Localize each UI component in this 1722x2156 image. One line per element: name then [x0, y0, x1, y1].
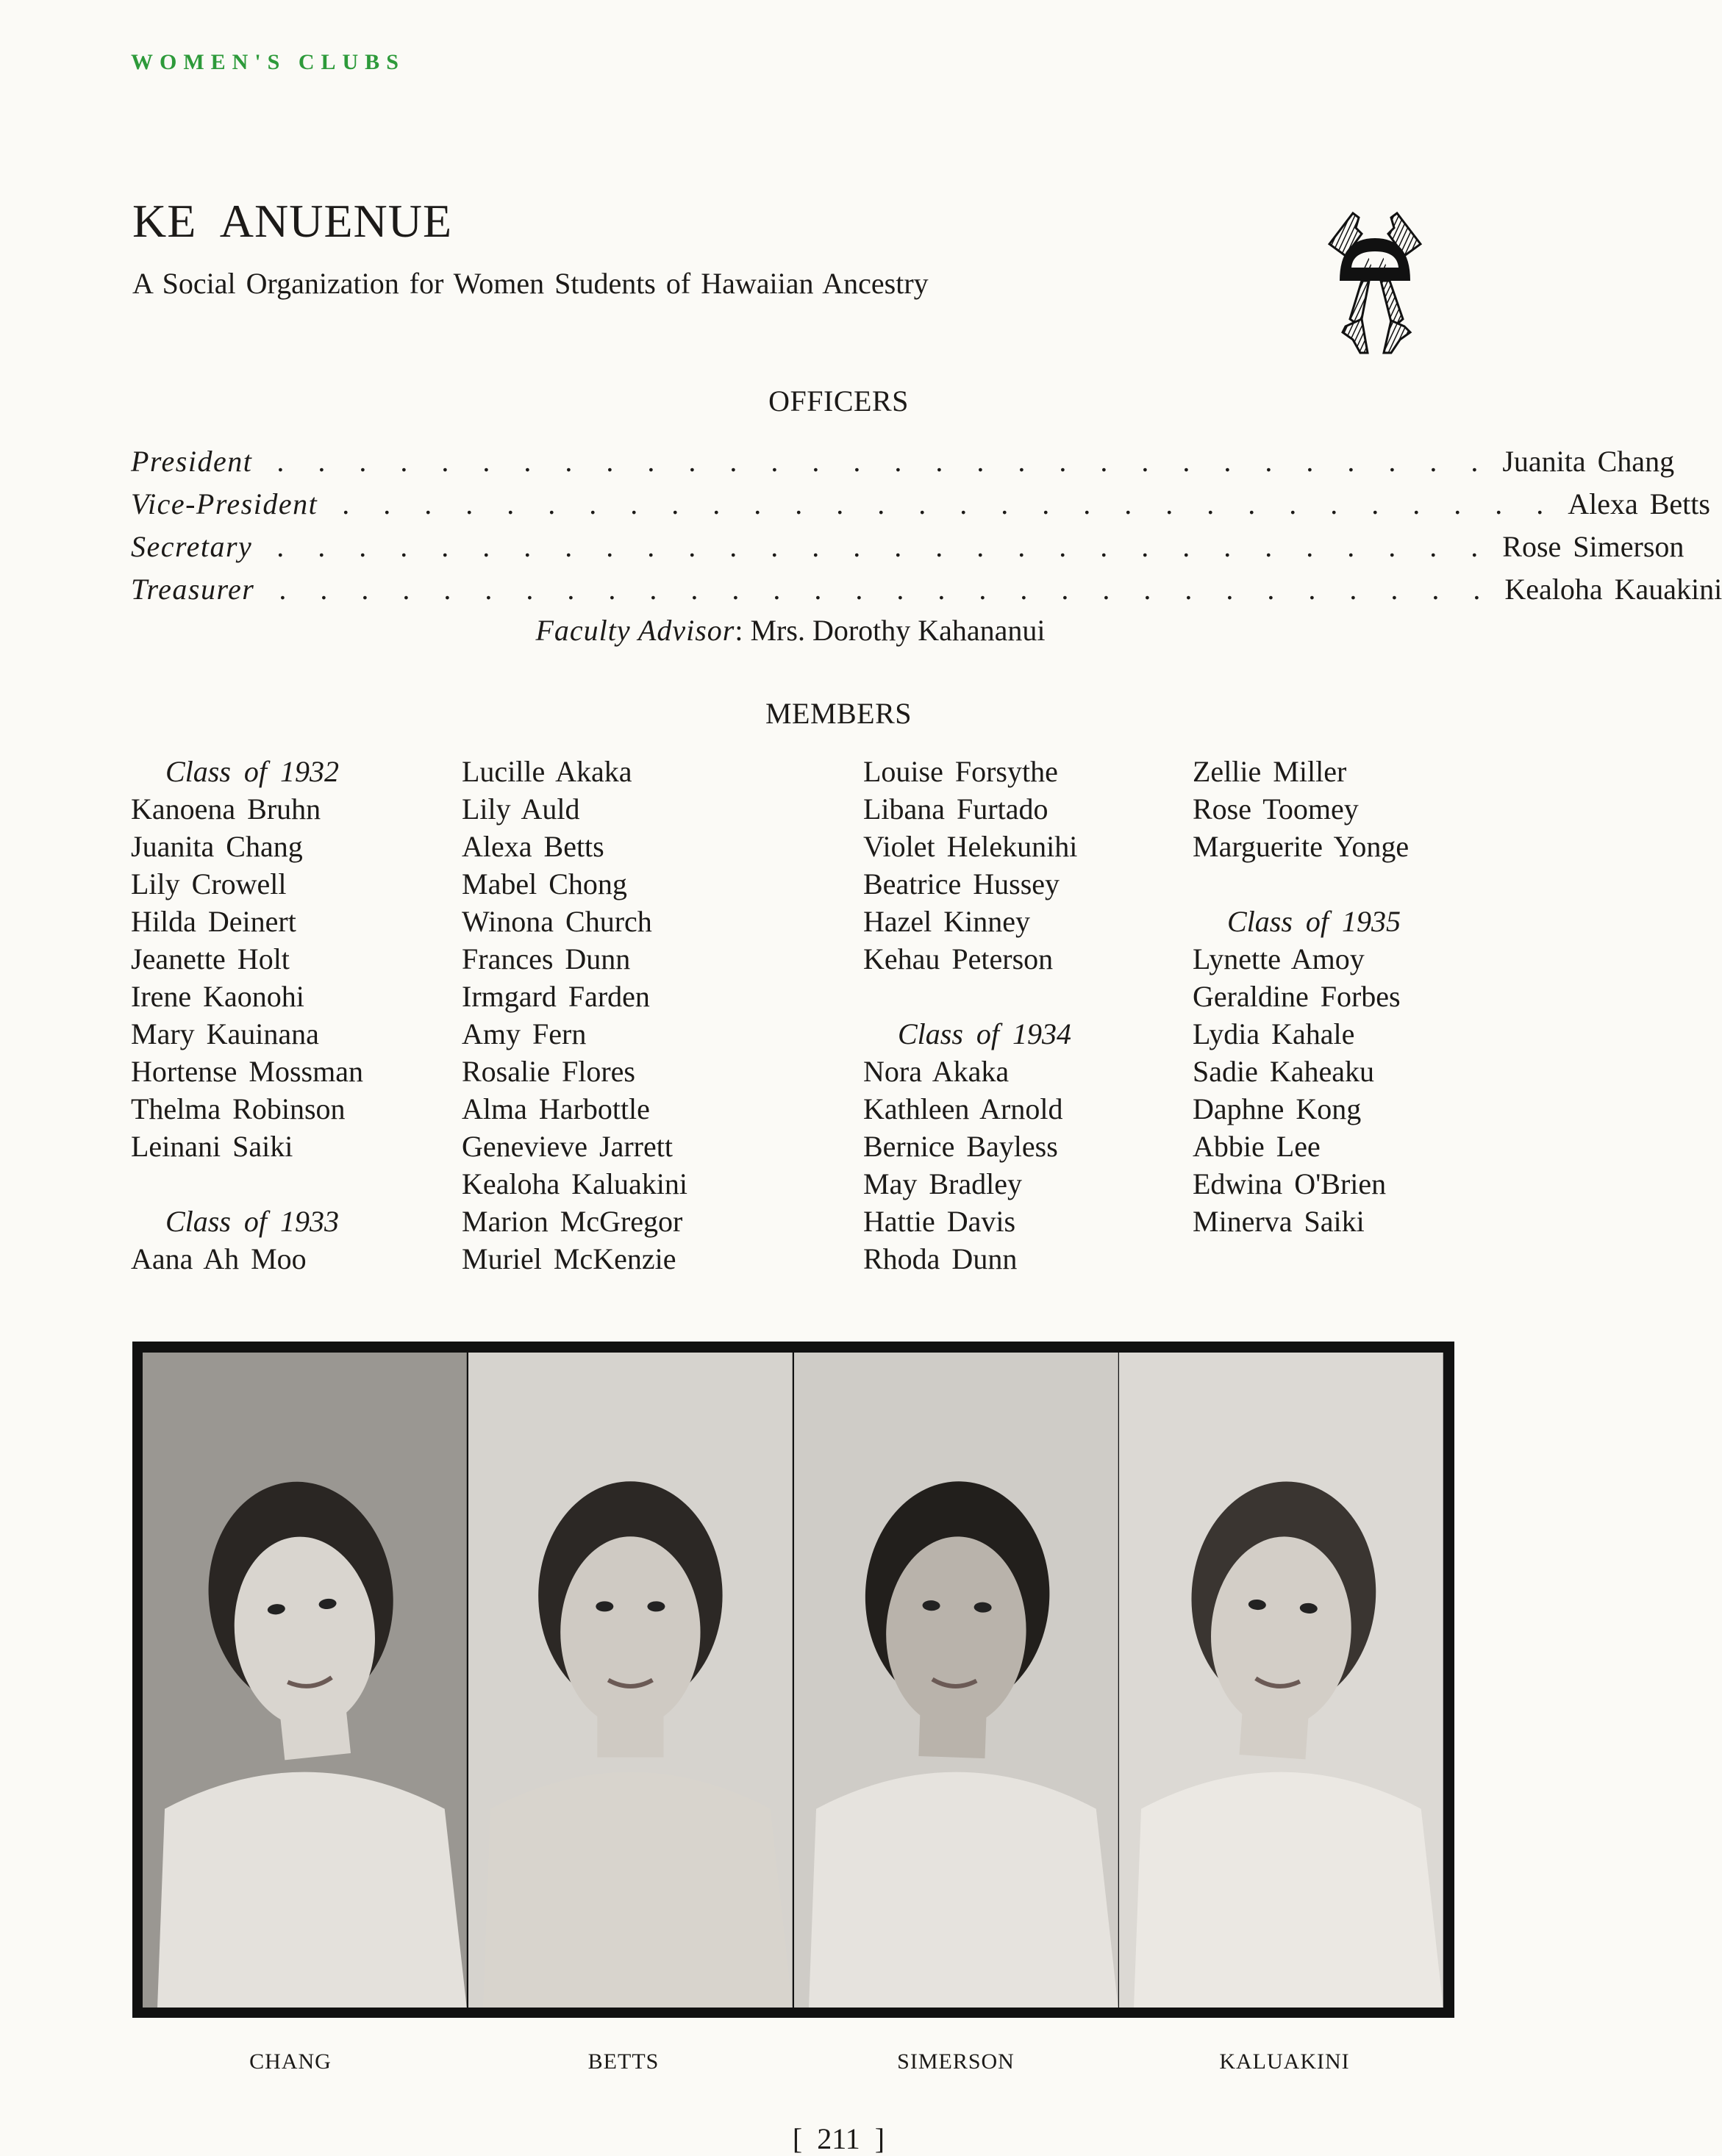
spacer: [863, 978, 1077, 1015]
leader-dot: .: [1429, 445, 1437, 478]
leader-dot: .: [630, 487, 638, 520]
leader-dot: .: [424, 487, 432, 520]
officer-row: [131, 572, 1722, 615]
leader-dot: .: [976, 530, 985, 563]
member-name: Hortense Mossman: [131, 1055, 363, 1088]
officer-role: Treasurer: [131, 573, 255, 606]
leader-dot: .: [1454, 487, 1462, 520]
leader-dot: .: [359, 530, 367, 563]
leader-dot: .: [1100, 530, 1108, 563]
officer-row: [131, 529, 1685, 572]
leader-dot: .: [1248, 487, 1256, 520]
leader-dot: .: [1124, 487, 1132, 520]
leader-dot: .: [853, 445, 861, 478]
member-name: Sadie Kaheaku: [1193, 1055, 1375, 1088]
leader-dot: .: [1388, 530, 1396, 563]
leader-dot: .: [960, 487, 968, 520]
leader-dots: [325, 487, 1560, 521]
portrait-caption: BETTS: [587, 2049, 660, 2074]
officer-name: Alexa Betts: [1568, 487, 1710, 520]
officer-name: Rose Simerson: [1502, 530, 1685, 563]
leader-dot: .: [976, 445, 985, 478]
member-name: Alexa Betts: [462, 830, 604, 863]
leader-dot: .: [1347, 445, 1355, 478]
officer-name: Juanita Chang: [1502, 445, 1675, 478]
leader-dot: .: [1429, 530, 1437, 563]
leader-dot: .: [937, 573, 946, 606]
leader-dot: .: [1471, 530, 1479, 563]
leader-dot: .: [465, 487, 474, 520]
portrait-caption: KALUAKINI: [1219, 2049, 1350, 2074]
leader-dot: .: [649, 573, 657, 606]
leader-dot: .: [608, 573, 616, 606]
advisor-name: Mrs. Dorothy Kahananui: [750, 614, 1046, 647]
member-name: Lynette Amoy: [1193, 942, 1365, 975]
leader-dot: .: [1223, 530, 1232, 563]
leader-dot: .: [1308, 573, 1316, 606]
member-name: Louise Forsythe: [863, 755, 1058, 788]
members-column: [131, 753, 363, 1278]
class-heading: Class of 1933: [165, 1205, 340, 1238]
officer-role: Secretary: [131, 530, 253, 563]
member-name: Muriel McKenzie: [462, 1242, 676, 1275]
leader-dot: .: [1306, 445, 1314, 478]
leader-dot: .: [565, 530, 573, 563]
member-name: Lily Auld: [462, 792, 580, 825]
leader-dot: .: [877, 487, 885, 520]
leader-dot: .: [1371, 487, 1379, 520]
leader-dot: .: [935, 445, 943, 478]
officer-role: President: [131, 445, 253, 478]
page-subtitle: A Social Organization for Women Students of Hawaiian Ancestry: [132, 267, 929, 300]
faculty-advisor: [0, 613, 1581, 648]
member-name: Irene Kaonohi: [131, 980, 304, 1013]
page-title: KE ANUENUE: [132, 195, 453, 247]
leader-dot: .: [1141, 530, 1149, 563]
leader-dot: .: [1226, 573, 1234, 606]
member-name: Rosalie Flores: [462, 1055, 635, 1088]
member-name: Hattie Davis: [863, 1205, 1016, 1238]
member-name: Rose Toomey: [1193, 792, 1359, 825]
portrait-frame: [132, 1342, 1454, 2018]
leader-dot: .: [589, 487, 597, 520]
leader-dot: .: [482, 445, 490, 478]
leader-dot: .: [729, 530, 737, 563]
member-name: Marion McGregor: [462, 1205, 683, 1238]
leader-dots: [260, 444, 1495, 479]
member-name: Juanita Chang: [131, 830, 303, 863]
leader-dot: .: [814, 573, 822, 606]
leader-dot: .: [1061, 573, 1069, 606]
leader-dot: .: [279, 573, 287, 606]
leader-dot: .: [1265, 530, 1273, 563]
member-name: Kehau Peterson: [863, 942, 1054, 975]
leader-dot: .: [485, 573, 493, 606]
leader-dot: .: [276, 530, 285, 563]
member-name: Lydia Kahale: [1193, 1017, 1355, 1050]
leader-dot: .: [894, 530, 902, 563]
member-name: Frances Dunn: [462, 942, 631, 975]
leader-dot: .: [647, 445, 655, 478]
class-heading: Class of 1932: [165, 755, 340, 788]
member-name: Winona Church: [462, 905, 652, 938]
member-name: Violet Helekunihi: [863, 830, 1078, 863]
ke-anuenue-emblem-icon: [1323, 209, 1426, 356]
member-name: Edwina O'Brien: [1193, 1167, 1387, 1200]
member-name: Lucille Akaka: [462, 755, 632, 788]
leader-dot: .: [1347, 530, 1355, 563]
leader-dot: .: [1223, 445, 1232, 478]
leader-dot: .: [1001, 487, 1009, 520]
leader-dot: .: [836, 487, 844, 520]
portrait-photo-kaluakini: [1119, 1353, 1443, 2008]
member-name: Amy Fern: [462, 1017, 587, 1050]
leader-dot: .: [565, 445, 573, 478]
members-heading: MEMBERS: [765, 697, 912, 730]
leader-dot: .: [688, 445, 696, 478]
leader-dot: .: [754, 487, 762, 520]
leader-dot: .: [896, 573, 904, 606]
leader-dot: .: [507, 487, 515, 520]
member-name: Alma Harbottle: [462, 1092, 650, 1125]
leader-dot: .: [690, 573, 699, 606]
leader-dot: .: [688, 530, 696, 563]
leader-dot: .: [671, 487, 679, 520]
member-name: Daphne Kong: [1193, 1092, 1362, 1125]
leader-dot: .: [383, 487, 391, 520]
leader-dot: .: [812, 445, 820, 478]
leader-dot: .: [1289, 487, 1297, 520]
leader-dot: .: [1083, 487, 1091, 520]
class-heading: Class of 1934: [898, 1017, 1072, 1050]
leader-dot: .: [1059, 530, 1067, 563]
portrait-photo-chang: [143, 1353, 467, 2008]
advisor-colon: :: [735, 614, 751, 647]
leader-dot: .: [771, 530, 779, 563]
leader-dot: .: [894, 445, 902, 478]
leader-dot: .: [606, 445, 614, 478]
leader-dot: .: [853, 530, 861, 563]
leader-dot: .: [1207, 487, 1215, 520]
leader-dot: .: [1042, 487, 1050, 520]
member-name: Hazel Kinney: [863, 905, 1031, 938]
member-name: Nora Akaka: [863, 1055, 1010, 1088]
member-name: Mabel Chong: [462, 867, 627, 900]
leader-dot: .: [402, 573, 410, 606]
leader-dot: .: [1265, 445, 1273, 478]
member-name: Irmgard Farden: [462, 980, 650, 1013]
member-name: Abbie Lee: [1193, 1130, 1321, 1163]
officers-list: [131, 444, 1722, 615]
leader-dot: .: [1143, 573, 1151, 606]
leader-dot: .: [647, 530, 655, 563]
leader-dot: .: [935, 530, 943, 563]
officer-role: Vice-President: [131, 487, 318, 520]
portrait-caption: CHANG: [249, 2049, 332, 2074]
leader-dot: .: [812, 530, 820, 563]
leader-dots: [260, 529, 1495, 564]
leader-dot: .: [1182, 530, 1190, 563]
leader-dot: .: [1432, 573, 1440, 606]
leader-dot: .: [1349, 573, 1357, 606]
page-number: [ 211 ]: [792, 2122, 885, 2155]
member-name: Bernice Bayless: [863, 1130, 1058, 1163]
portrait-caption: SIMERSON: [897, 2049, 1015, 2074]
leader-dot: .: [1018, 445, 1026, 478]
member-name: Kealoha Kaluakini: [462, 1167, 687, 1200]
leader-dot: .: [1020, 573, 1028, 606]
leader-dot: .: [318, 530, 326, 563]
member-name: Zellie Miller: [1193, 755, 1347, 788]
leader-dot: .: [359, 445, 367, 478]
leader-dot: .: [1388, 445, 1396, 478]
members-column: [462, 753, 687, 1278]
leader-dot: .: [361, 573, 369, 606]
leader-dot: .: [342, 487, 350, 520]
member-name: Kanoena Bruhn: [131, 792, 321, 825]
leader-dots: [262, 572, 1497, 606]
leader-dot: .: [979, 573, 987, 606]
leader-dot: .: [1165, 487, 1173, 520]
leader-dot: .: [1390, 573, 1398, 606]
leader-dot: .: [606, 530, 614, 563]
leader-dot: .: [1100, 445, 1108, 478]
leader-dot: .: [1018, 530, 1026, 563]
member-name: Kathleen Arnold: [863, 1092, 1063, 1125]
leader-dot: .: [400, 530, 408, 563]
portrait-photo-betts: [468, 1353, 793, 2008]
leader-dot: .: [524, 445, 532, 478]
leader-dot: .: [276, 445, 285, 478]
leader-dot: .: [567, 573, 575, 606]
leader-dot: .: [918, 487, 926, 520]
members-column: [1193, 753, 1409, 1240]
leader-dot: .: [855, 573, 863, 606]
member-name: May Bradley: [863, 1167, 1022, 1200]
leader-dot: .: [320, 573, 328, 606]
spacer: [131, 1165, 363, 1203]
member-name: Geraldine Forbes: [1193, 980, 1401, 1013]
running-head: WOMEN'S CLUBS: [131, 50, 405, 74]
leader-dot: .: [773, 573, 781, 606]
portrait-photo-simerson: [794, 1353, 1118, 2008]
leader-dot: .: [1141, 445, 1149, 478]
leader-dot: .: [318, 445, 326, 478]
member-name: Jeanette Holt: [131, 942, 290, 975]
member-name: Lily Crowell: [131, 867, 287, 900]
members-column: [863, 753, 1077, 1278]
member-name: Rhoda Dunn: [863, 1242, 1018, 1275]
member-name: Libana Furtado: [863, 792, 1048, 825]
officer-row: [131, 444, 1675, 487]
officer-name: Kealoha Kauakini: [1504, 573, 1722, 606]
leader-dot: .: [1102, 573, 1110, 606]
leader-dot: .: [1473, 573, 1481, 606]
leader-dot: .: [400, 445, 408, 478]
leader-dot: .: [732, 573, 740, 606]
leader-dot: .: [1185, 573, 1193, 606]
class-heading: Class of 1935: [1227, 905, 1401, 938]
leader-dot: .: [1495, 487, 1503, 520]
spacer: [1193, 865, 1409, 903]
leader-dot: .: [482, 530, 490, 563]
leader-dot: .: [1059, 445, 1067, 478]
leader-dot: .: [1182, 445, 1190, 478]
leader-dot: .: [1306, 530, 1314, 563]
leader-dot: .: [712, 487, 721, 520]
leader-dot: .: [526, 573, 534, 606]
leader-dot: .: [1412, 487, 1421, 520]
member-name: Aana Ah Moo: [131, 1242, 307, 1275]
leader-dot: .: [1330, 487, 1338, 520]
leader-dot: .: [441, 530, 449, 563]
officer-row: [131, 487, 1710, 529]
leader-dot: .: [1471, 445, 1479, 478]
member-name: Thelma Robinson: [131, 1092, 346, 1125]
member-name: Mary Kauinana: [131, 1017, 319, 1050]
leader-dot: .: [1536, 487, 1544, 520]
officers-heading: OFFICERS: [768, 384, 909, 418]
member-name: Minerva Saiki: [1193, 1205, 1365, 1238]
leader-dot: .: [729, 445, 737, 478]
member-name: Leinani Saiki: [131, 1130, 293, 1163]
leader-dot: .: [441, 445, 449, 478]
leader-dot: .: [795, 487, 803, 520]
leader-dot: .: [771, 445, 779, 478]
leader-dot: .: [443, 573, 451, 606]
advisor-label: Faculty Advisor: [535, 614, 735, 647]
leader-dot: .: [548, 487, 556, 520]
member-name: Marguerite Yonge: [1193, 830, 1410, 863]
member-name: Hilda Deinert: [131, 905, 296, 938]
leader-dot: .: [1267, 573, 1275, 606]
leader-dot: .: [524, 530, 532, 563]
member-name: Genevieve Jarrett: [462, 1130, 673, 1163]
member-name: Beatrice Hussey: [863, 867, 1060, 900]
